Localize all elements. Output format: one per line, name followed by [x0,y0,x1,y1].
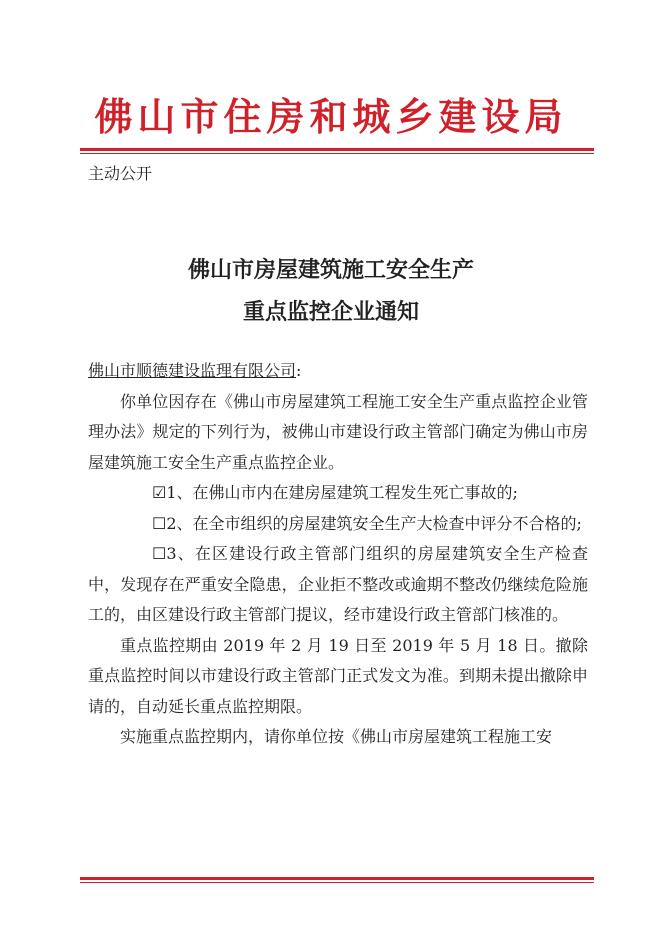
item-1 [88,478,588,509]
disclosure-label: 主动公开 [88,164,153,183]
recipient-colon: : [296,361,302,380]
checkbox-checked-icon: ☑ [152,483,167,502]
item-2 [88,509,588,540]
recipient-line [88,356,588,387]
item-2-text: 2、在全市组织的房屋建筑安全生产大检查中评分不合格的; [166,513,582,533]
monitoring-period-paragraph: 重点监控期由 2019 年 2 月 19 日至 2019 年 5 月 18 日。撤除重点监控时间以市建设行政主管部门正式发文为准。到期未提出撤除申请的，自动延长重点监控期限。 [88,635,588,716]
intro-paragraph: 你单位因存在《佛山市房屋建筑工程施工安全生产重点监控企业管理办法》规定的下列行为，被佛山市建设行政主管部门确定为佛山市房屋建筑施工安全生产重点监控企业。 [88,391,588,472]
header-red-rule-thick [80,148,594,151]
implementation-paragraph: 实施重点监控期内，请你单位按《佛山市房屋建筑工程施工安 [120,727,553,746]
item-3 [88,539,588,631]
footer-red-rule-thin [80,882,594,883]
checkbox-unchecked-icon: ☐ [152,513,167,533]
header-red-rule-thin [80,153,594,154]
notice-title-line1: 佛山市房屋建筑施工安全生产 [187,257,474,283]
checkbox-unchecked-icon: ☐ [152,544,167,563]
notice-body [88,356,588,753]
recipient-name: 佛山市顺德建设监理有限公司 [88,361,297,380]
footer-red-rule-thick [80,877,594,880]
org-name-header: 佛山市住房和城乡建设局 [94,94,568,139]
item-3-text: 3、在区建设行政主管部门组织的房屋建筑安全生产检查中，发现存在严重安全隐患，企业拒不整改或逾期不整改仍继续危险施工的，由区建设行政主管部门提议，经市建设行政主管部门核准的。 [88,544,588,624]
notice-title-line2: 重点监控企业通知 [242,299,419,325]
item-1-text: 1、在佛山市内在建房屋建筑工程发生死亡事故的; [166,483,518,502]
